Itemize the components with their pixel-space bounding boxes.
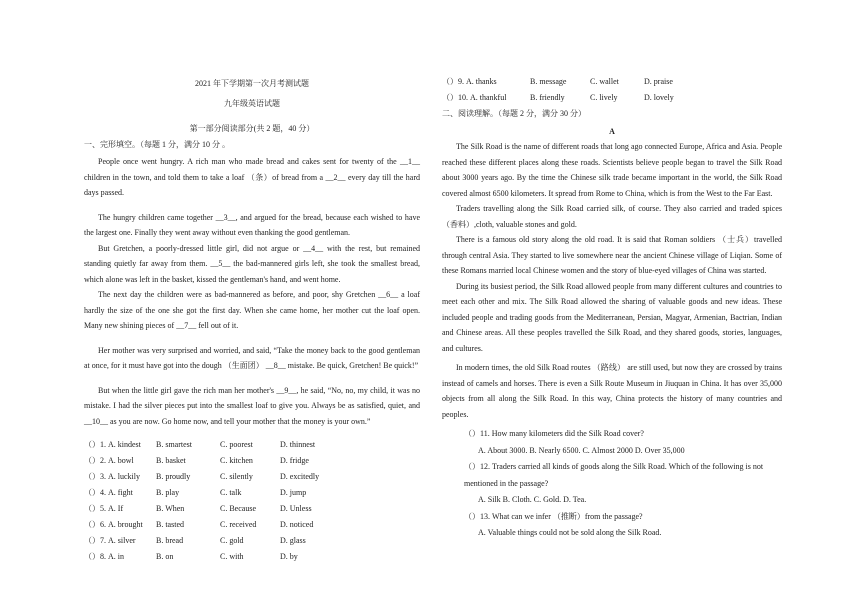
question-stem: （）12. Traders carried all kinds of goods along the Silk Road. Which of the following is not mentioned in the passage? [464,462,764,488]
option-c: C. silently [220,472,253,481]
cloze-paragraph: But Gretchen, a poorly-dressed little girl, did not argue or __4__ with the rest, but remained standing quietly far away from them. __5__ the bad-mannered girls left, she took the smallest bread, which alone was left in the basket, kissed the gentleman's hand, and went home. [84,243,420,284]
section-heading-reading: 二、阅读理解。（每题 2 分，满分 30 分） [442,109,586,118]
option-d: D. praise [644,77,673,86]
option-d: D. noticed [280,520,314,529]
option-d: D. Unless [280,504,312,513]
option-b: B. When [156,504,185,513]
right-column [442,70,782,542]
option-b: B. on [156,552,174,561]
part-heading: 第一部分阅读部分(共 2 题，40 分） [189,124,315,133]
option-b: B. friendly [530,93,565,102]
option-b: B. proudly [156,472,191,481]
option-c: C. lively [590,93,618,102]
question-stem: （）13. What can we infer （推断）from the passage? [464,511,643,521]
option-b: B. smartest [156,440,192,449]
reading-paragraph: There is a famous old story along the old road. It is said that Roman soldiers （士兵）travelled through central Asia. They started to live somewhere near the ancient Chinese village of Liqian. Some of these Romans married local Chinese women and the story of blue-eyed villages of China was started. [442,235,782,275]
option-b: B. message [530,77,567,86]
option-c: C. gold [220,536,244,545]
exam-title: 2021 年下学期第一次月考测试题 [195,79,309,88]
cloze-options [84,437,420,565]
question-number: （）5. A. If [84,504,124,513]
exam-subtitle: 九年级英语试题 [224,98,280,108]
option-d: D. lovely [644,93,674,102]
option-c: C. Because [220,504,256,513]
reading-paragraph: Traders travelling along the Silk Road carried silk, of course. They also carried and traded spices （香料）,cloth, valuable stones and gold. [442,204,782,229]
question-number: （）10. A. thankful [442,93,507,102]
left-column [84,70,420,565]
question-number: （）6. A. brought [84,520,143,529]
reading-paragraph: During its busiest period, the Silk Road allowed people from many different cultures and countries to meet each other and mix. The Silk Road allowed the sharing of valuable goods and new ideas. These included people and trading goods from the Mediterranean, Persian, Magyar, Armenian, Bactrian, Indian and Chinese areas. All these peoples travelled the Silk Road, and they shared goods, stories, languages, and cultures. [442,281,782,353]
reading-passage [442,139,782,422]
question-options: A. Silk B. Cloth. C. Gold. D. Tea. [478,495,587,504]
question-options: A. Valuable things could not be sold along the Silk Road. [478,528,662,537]
cloze-paragraph: But when the little girl gave the rich man her mother's __9__, he said, “No, no, my child, it was no mistake. I had the silver pieces put into the smallest loaf to give you. Always be as satisfied, quiet, and __10__ as you are now. Go home now, and tell your mother that the money is your own.” [84,385,420,426]
option-d: D. glass [280,536,306,545]
option-b: B. tasted [156,520,184,529]
option-d: D. fridge [280,456,309,465]
question-stem: （）11. How many kilometers did the Silk Road cover? [464,429,644,438]
option-b: B. basket [156,456,186,465]
reading-paragraph: In modern times, the old Silk Road routes （路线） are still used, but now they are crossed by trains instead of camels and horses. There is even a Silk Route Museum in Jiuquan in China. It has over 35,000 objects from all along the Silk Road. In this way, China protects the history of many countries and peoples. [442,363,782,419]
cloze-paragraph: The hungry children came together __3__, and argued for the bread, because each wished to have the largest one. Finally they went away without even thanking the good gentleman. [84,212,420,237]
section-heading-cloze: 一、完形填空。（每题 1 分，满分 10 分 。 [84,139,230,149]
option-d: D. jump [280,488,307,497]
question-number: （）7. A. silver [84,536,136,545]
cloze-passage [84,154,420,429]
option-d: D. thinnest [280,440,316,449]
question-options: A. About 3000. B. Nearly 6500. C. Almost 2000 D. Over 35,000 [478,445,685,455]
option-c: C. talk [220,488,242,497]
question-number: （）9. A. thanks [442,77,497,86]
option-d: D. by [280,552,298,561]
option-d: D. excitedly [280,472,320,481]
question-number: （）4. A. fight [84,488,133,497]
cloze-paragraph: Her mother was very surprised and worried, and said, “Take the money back to the good gentleman at once, for it must have got into the dough （生面团） __8__ mistake. Be quick, Gretchen! Be quick!” [84,345,420,370]
option-c: C. kitchen [220,456,253,465]
option-c: C. wallet [590,77,619,86]
option-c: C. poorest [220,440,253,449]
question-number: （）3. A. luckily [84,472,140,481]
question-number: （）8. A. in [84,552,124,561]
option-b: B. play [156,488,180,497]
reading-questions [442,426,782,542]
passage-label: A [609,126,615,136]
question-number: （）2. A. bowl [84,456,134,465]
cloze-paragraph: People once went hungry. A rich man who made bread and cakes sent for twenty of the __1__ children in the town, and told them to take a loaf （条）of bread from a __2__ every day till the hard days passed. [84,157,420,197]
option-c: C. with [220,552,244,561]
option-b: B. bread [156,536,184,545]
reading-paragraph: The Silk Road is the name of different roads that long ago connected Europe, Africa and Asia. People reached these different places along these roads. Scientists believe people began to travel the Silk Road about 3000 years ago. By the time the Chinese silk trade became important in the world, the Silk Road covered almost 6500 kilometers. It spread from Rome to China, which is from the West to the Far East. [442,142,782,198]
cloze-paragraph: The next day the children were as bad-mannered as before, and poor, shy Gretchen __6__ a loaf hardly the size of the one she got the first day. When she came home, her mother cut the loaf open. Many new shining pieces of __7__ fell out of it. [84,290,420,330]
question-number: （）1. A. kindest [84,440,141,449]
cloze-options-continued [442,74,782,106]
option-c: C. received [220,520,257,529]
